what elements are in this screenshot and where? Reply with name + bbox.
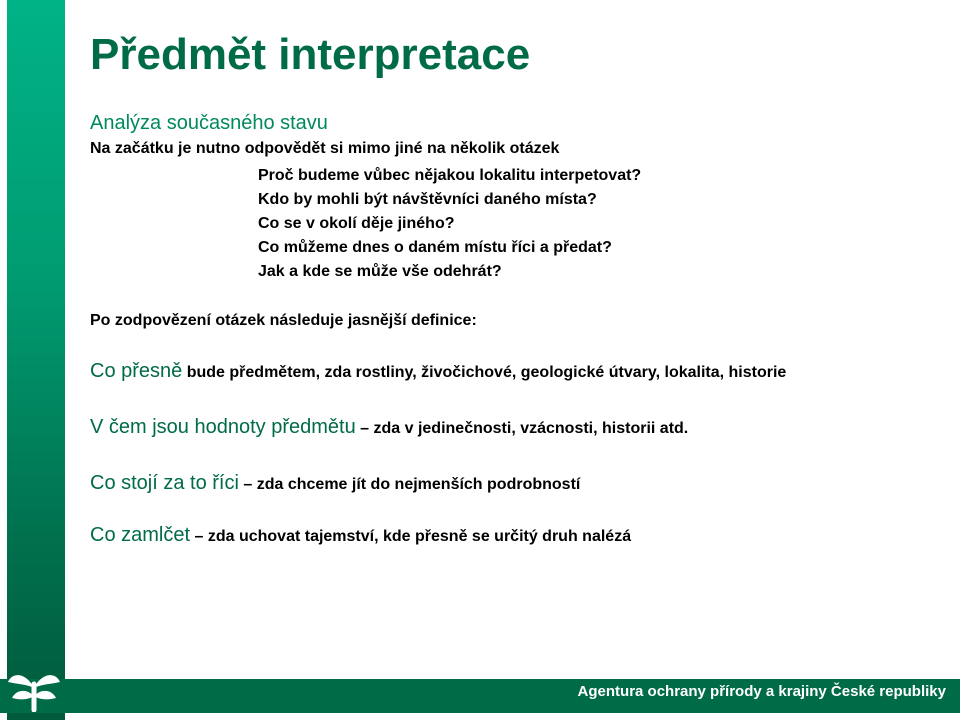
definition-key: Co stojí za to říci bbox=[90, 472, 239, 494]
question-item: Co můžeme dnes o daném místu říci a předat? bbox=[258, 239, 612, 256]
question-item: Jak a kde se může vše odehrát? bbox=[258, 263, 502, 280]
plant-leaf-logo-icon bbox=[4, 662, 64, 712]
definition-value: zda chceme jít do nejmenších podrobností bbox=[256, 476, 581, 493]
definition-line bbox=[90, 360, 786, 383]
section-subtitle: Analýza současného stavu bbox=[90, 112, 328, 134]
definition-separator: – bbox=[190, 528, 208, 545]
definition-separator: – bbox=[355, 420, 374, 437]
definition-key: Co přesně bbox=[90, 360, 183, 382]
footer-organization: Agentura ochrany přírody a krajiny České republiky bbox=[577, 683, 946, 700]
definition-separator: – bbox=[238, 476, 257, 493]
question-item: Co se v okolí děje jiného? bbox=[258, 215, 455, 232]
definition-key: V čem jsou hodnoty předmětu bbox=[90, 416, 356, 438]
definition-value: zda uchovat tajemství, kde přesně se určitý druh nalézá bbox=[207, 528, 632, 545]
followup-text: Po zodpovězení otázek následuje jasnější definice: bbox=[90, 312, 477, 329]
definition-line bbox=[90, 524, 631, 547]
page-title: Předmět interpretace bbox=[90, 30, 531, 79]
question-list bbox=[258, 164, 641, 284]
definition-value: zda v jedinečnosti, vzácnosti, historii atd. bbox=[373, 420, 689, 437]
intro-text: Na začátku je nutno odpovědět si mimo jiné na několik otázek bbox=[90, 140, 560, 157]
definition-line bbox=[90, 472, 580, 495]
definition-line bbox=[90, 416, 688, 439]
question-item: Kdo by mohli být návštěvníci daného místa? bbox=[258, 191, 597, 208]
sidebar-gradient-bar bbox=[7, 0, 65, 720]
definition-key: Co zamlčet bbox=[90, 524, 191, 546]
definition-value: bude předmětem, zda rostliny, živočichové, geologické útvary, lokalita, historie bbox=[186, 364, 787, 381]
question-item: Proč budeme vůbec nějakou lokalitu interpetovat? bbox=[258, 167, 642, 184]
